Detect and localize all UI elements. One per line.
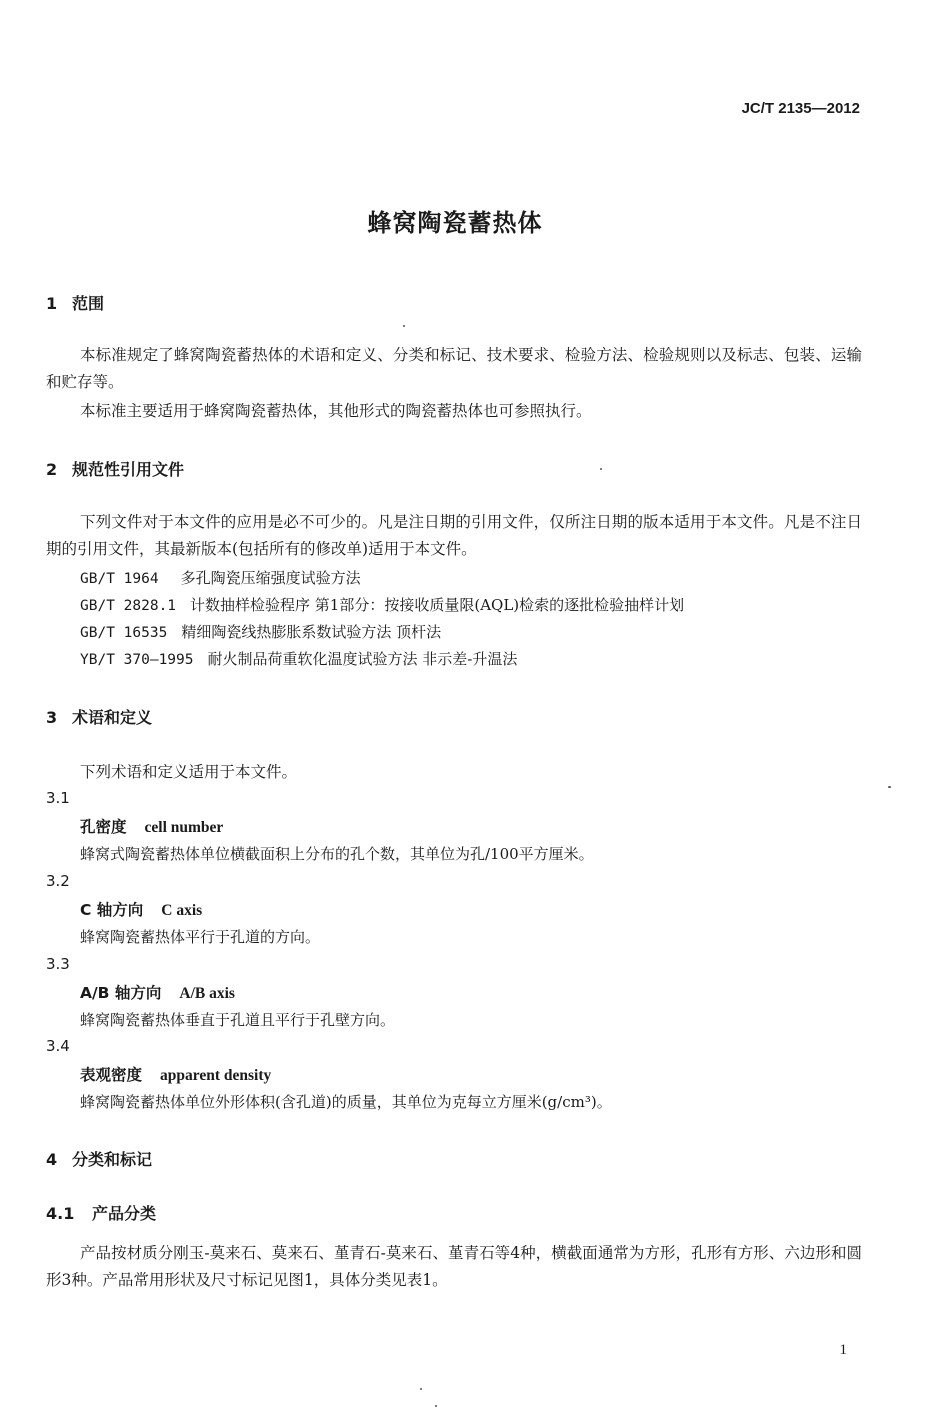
section-3-heading	[46, 705, 152, 728]
section-title: 术语和定义	[72, 708, 153, 727]
scan-speck	[888, 786, 891, 788]
references-intro: 下列文件对于本文件的应用是必不可少的。凡是注日期的引用文件，仅所注日期的版本适用于本文件。凡是不注日期的引用文件，其最新版本(包括所有的修改单)适用于本文件。	[46, 513, 862, 558]
term-name: 表观密度 apparent density	[80, 1066, 272, 1084]
section-4-heading	[46, 1147, 152, 1170]
reference-title: 计数抽样检验程序 第1部分：按接收质量限(AQL)检索的逐批检验抽样计划	[190, 596, 685, 614]
reference-item	[80, 621, 441, 642]
section-1-heading	[46, 291, 104, 314]
term-name-en: A/B axis	[179, 985, 235, 1002]
term-number: 3.3	[46, 955, 70, 973]
reference-code: GB/T 16535	[80, 625, 168, 641]
reference-item	[80, 648, 517, 669]
term-definition: 蜂窝陶瓷蓄热体单位外形体积(含孔道)的质量，其单位为克每立方厘米(g/cm³)。	[80, 1093, 612, 1111]
section-number: 3	[46, 708, 58, 727]
term-name: A/B 轴方向 A/B axis	[80, 984, 235, 1002]
subsection-number: 4.1	[46, 1204, 75, 1223]
classification-paragraph: 产品按材质分刚玉-莫来石、莫来石、堇青石-莫来石、堇青石等4种，横截面通常为方形，孔形有方形、六边形和圆形3种。产品常用形状及尺寸标记见图1，具体分类见表1。	[46, 1244, 862, 1289]
term-name: C 轴方向 C axis	[80, 901, 203, 919]
reference-title: 精细陶瓷线热膨胀系数试验方法 顶杆法	[181, 623, 442, 641]
term-definition: 蜂窝陶瓷蓄热体垂直于孔道且平行于孔壁方向。	[80, 1011, 396, 1029]
page-number: 1	[839, 1342, 847, 1358]
term-number: 3.2	[46, 872, 70, 890]
term-number: 3.4	[46, 1037, 70, 1055]
scan-speck	[435, 1405, 437, 1407]
reference-code: GB/T 2828.1	[80, 598, 177, 614]
subsection-4-1-heading	[46, 1201, 156, 1224]
subsection-title: 产品分类	[92, 1204, 157, 1223]
scope-paragraph-1: 本标准规定了蜂窝陶瓷蓄热体的术语和定义、分类和标记、技术要求、检验方法、检验规则以及标志、包装、运输和贮存等。	[46, 346, 862, 391]
terms-intro: 下列术语和定义适用于本文件。	[80, 763, 298, 781]
scope-paragraph-2: 本标准主要适用于蜂窝陶瓷蓄热体，其他形式的陶瓷蓄热体也可参照执行。	[80, 402, 592, 420]
reference-title: 耐火制品荷重软化温度试验方法 非示差-升温法	[207, 650, 518, 668]
term-name-en: apparent density	[160, 1067, 272, 1084]
document-title: 蜂窝陶瓷蓄热体	[367, 209, 543, 237]
term-name-en: cell number	[144, 819, 224, 836]
standard-code: JC/T 2135—2012	[741, 100, 860, 117]
section-number: 2	[46, 460, 58, 479]
scan-speck	[420, 1388, 422, 1390]
term-name-en: C axis	[161, 902, 203, 919]
term-definition: 蜂窝式陶瓷蓄热体单位横截面积上分布的孔个数，其单位为孔/100平方厘米。	[80, 845, 594, 863]
reference-code: YB/T 370—1995	[80, 652, 194, 668]
reference-item	[80, 567, 361, 588]
section-number: 1	[46, 294, 58, 313]
term-number: 3.1	[46, 789, 70, 807]
term-name: 孔密度 cell number	[80, 818, 224, 836]
section-2-heading	[46, 457, 184, 480]
section-title: 规范性引用文件	[72, 460, 185, 479]
scan-speck	[600, 468, 602, 470]
term-definition: 蜂窝陶瓷蓄热体平行于孔道的方向。	[80, 928, 321, 946]
scan-speck	[403, 325, 405, 327]
reference-item	[80, 594, 684, 615]
reference-title: 多孔陶瓷压缩强度试验方法	[180, 569, 361, 587]
section-title: 分类和标记	[72, 1150, 153, 1169]
section-number: 4	[46, 1150, 58, 1169]
reference-code: GB/T 1964	[80, 571, 159, 587]
section-title: 范围	[72, 294, 105, 313]
